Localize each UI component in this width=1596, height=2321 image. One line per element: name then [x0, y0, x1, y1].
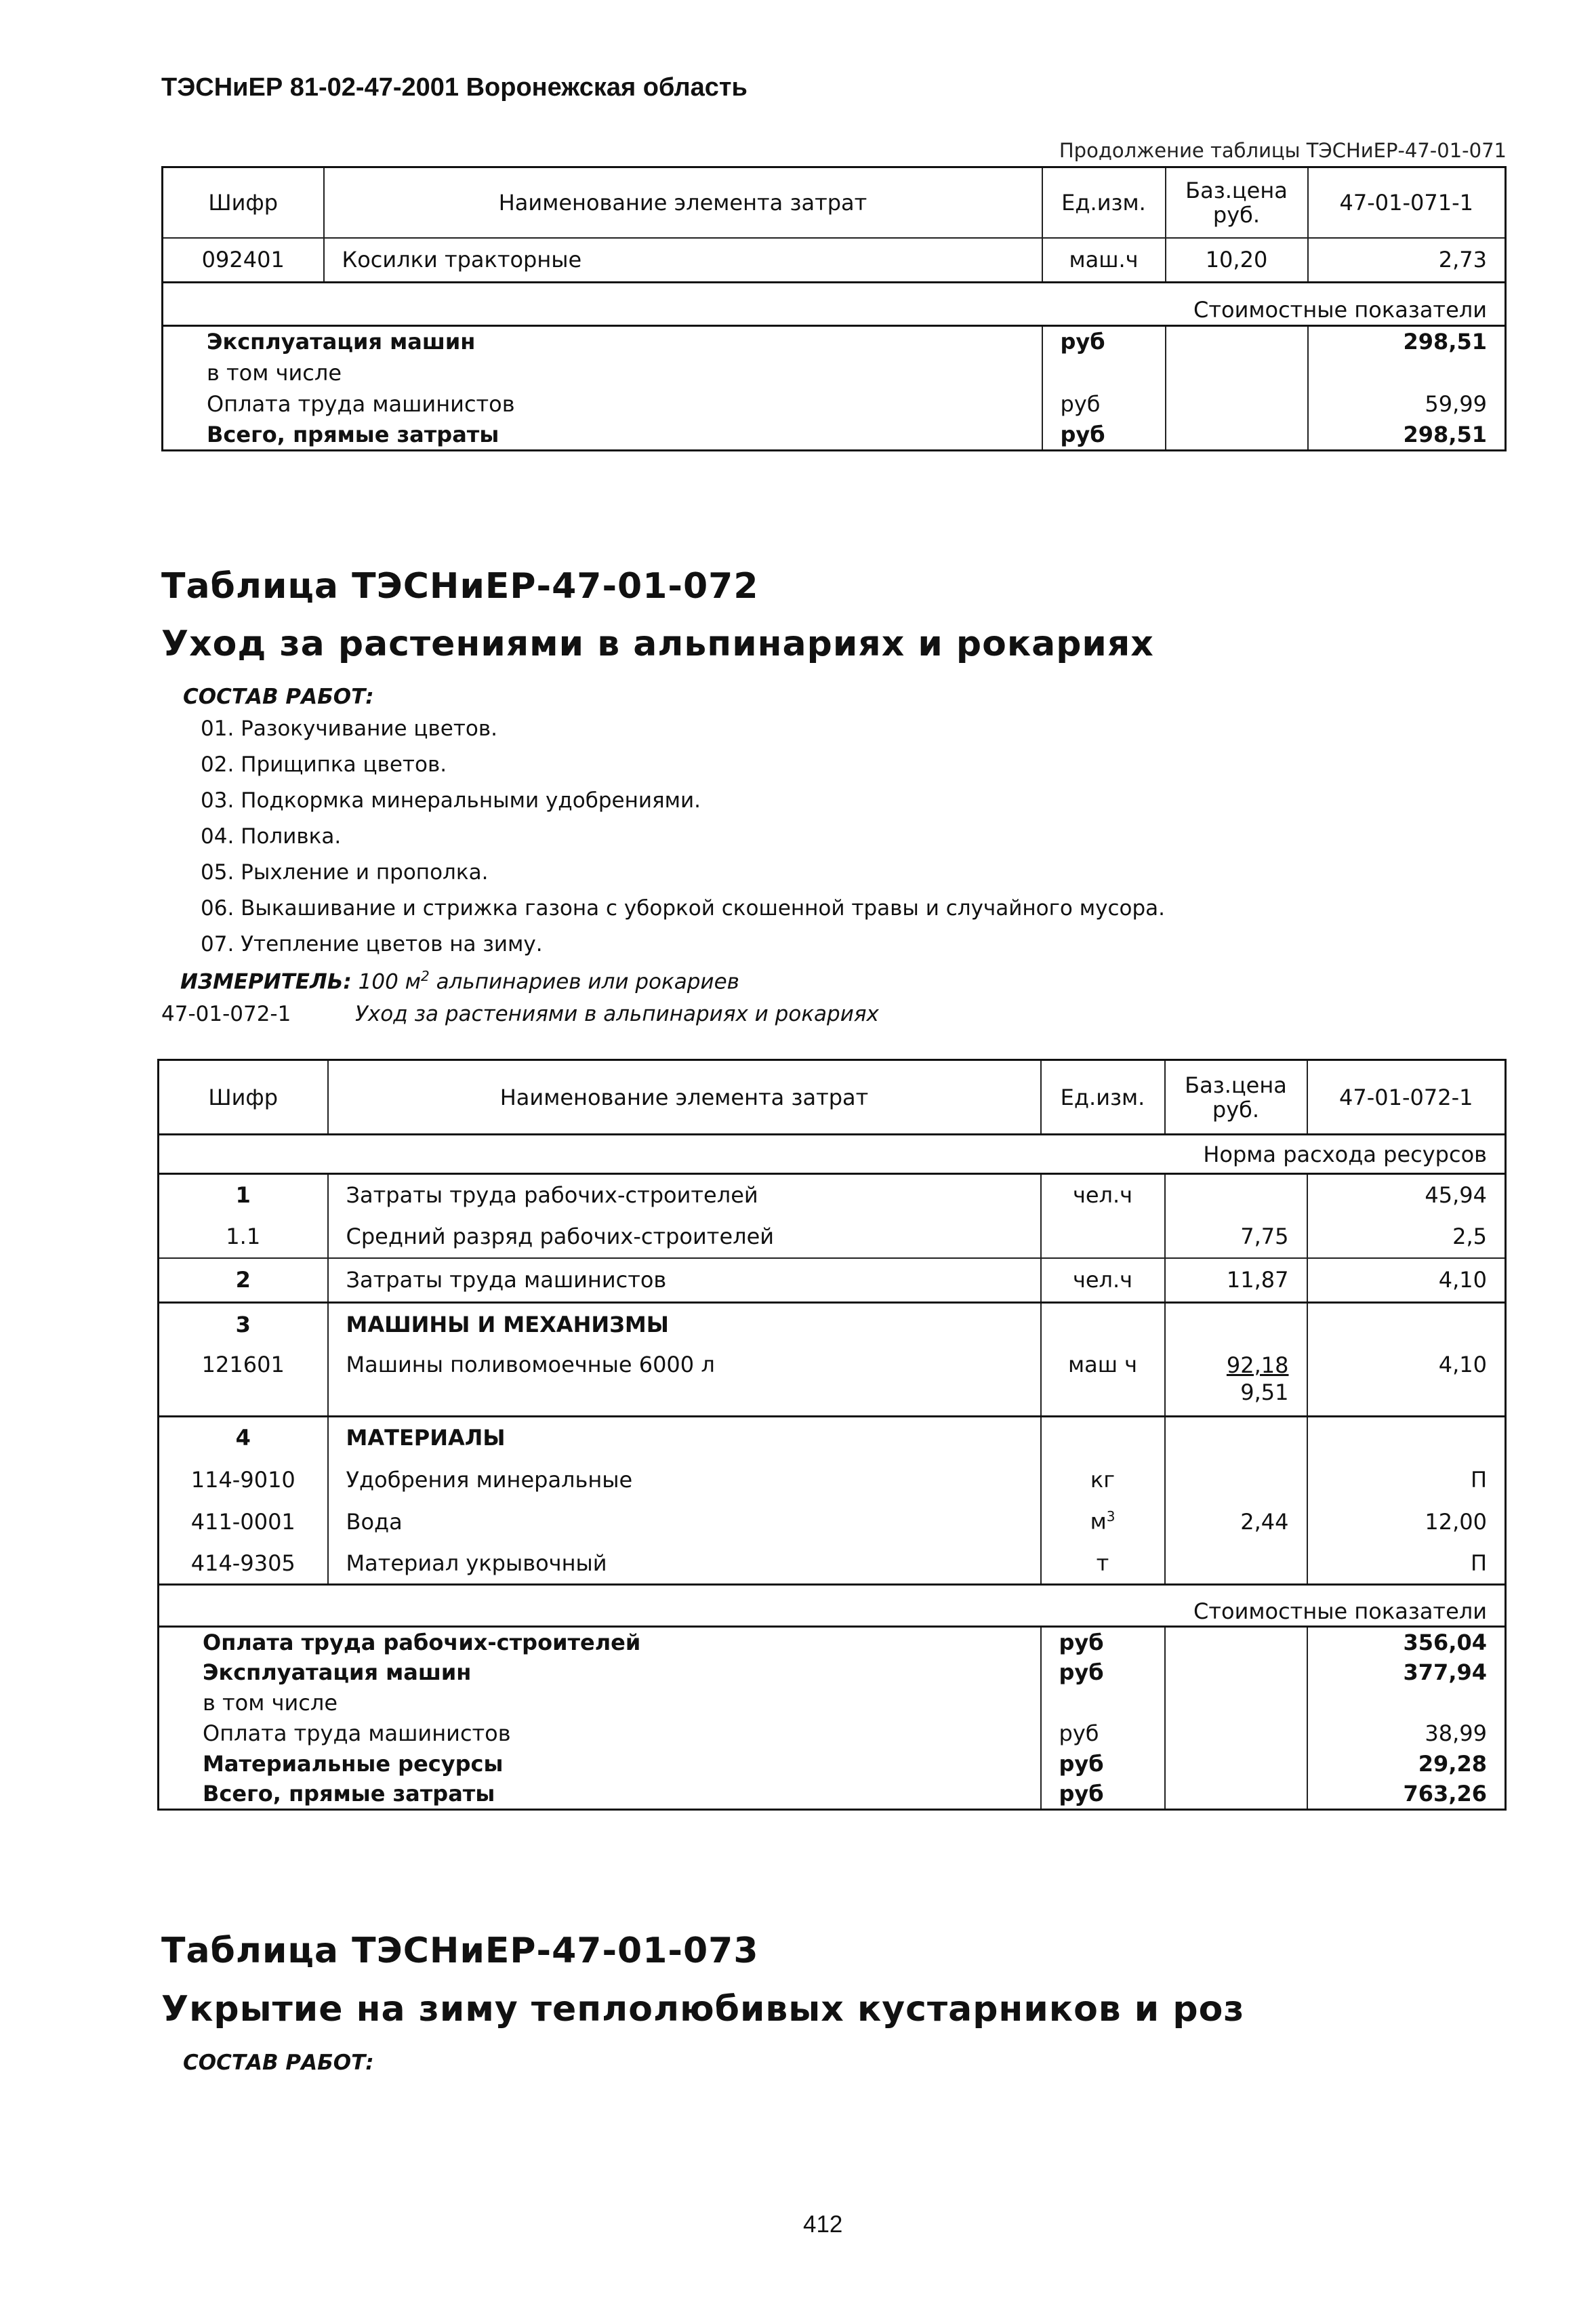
- row-code: 411-0001: [190, 1508, 295, 1535]
- table-spacer-row: [159, 1585, 1506, 1597]
- cost-name: Материальные ресурсы: [203, 1751, 504, 1777]
- cost-value: 59,99: [1308, 388, 1506, 420]
- works-label: СОСТАВ РАБОТ:: [183, 2051, 374, 2075]
- row-name: Вода: [328, 1501, 1041, 1543]
- row-unit: [1041, 1216, 1165, 1258]
- row-code: 1.1: [226, 1224, 261, 1249]
- row-code: 114-9010: [190, 1466, 295, 1493]
- table-header-row: [159, 1060, 1506, 1135]
- section-072-subtitle: Уход за растениями в альпинариях и рокариях: [161, 624, 1154, 664]
- row-code: 1: [235, 1182, 251, 1209]
- cost-row: [159, 1657, 1506, 1688]
- cost-price-empty: [1166, 388, 1308, 420]
- cost-price-empty: [1165, 1657, 1307, 1688]
- row-unit: маш.ч: [1042, 238, 1166, 283]
- cost-row: [159, 1779, 1506, 1810]
- row-code: 414-9305: [190, 1550, 295, 1576]
- cost-row: [159, 1688, 1506, 1718]
- cost-unit: руб: [1042, 326, 1166, 357]
- row-value: 2,73: [1308, 238, 1506, 283]
- col-price-header-line2: руб.: [1212, 201, 1261, 228]
- cost-row: [159, 1627, 1506, 1657]
- table-row: [159, 1346, 1506, 1417]
- cost-row: [159, 1749, 1506, 1779]
- table-continuation-caption: Продолжение таблицы ТЭСНиЕР-47-01-071: [1059, 139, 1507, 162]
- row-unit-empty: [1041, 1417, 1165, 1459]
- row-price: 2,44: [1165, 1501, 1307, 1543]
- cost-header: Стоимостные показатели: [163, 295, 1506, 326]
- row-value: П: [1307, 1543, 1506, 1585]
- row-unit: кг: [1041, 1459, 1165, 1501]
- cost-row: [163, 357, 1506, 388]
- row-name: МАТЕРИАЛЫ: [328, 1417, 1041, 1459]
- row-price-top: 92,18: [1226, 1352, 1289, 1378]
- row-price-empty: [1165, 1303, 1307, 1346]
- col-price-header-line2: руб.: [1212, 1096, 1260, 1123]
- works-item: 01. Разокучивание цветов.: [201, 717, 498, 741]
- table-row: [159, 1174, 1506, 1216]
- cost-price-empty: [1166, 420, 1308, 451]
- running-header: ТЭСНиЕР 81-02-47-2001 Воронежская область: [161, 73, 748, 102]
- row-code: 4: [159, 1417, 328, 1459]
- col-name-header: Наименование элемента затрат: [324, 167, 1042, 238]
- row-unit-empty: [1041, 1303, 1165, 1346]
- cost-price-empty: [1165, 1749, 1307, 1779]
- cost-unit: руб: [1041, 1779, 1165, 1810]
- cost-price-empty: [1165, 1718, 1307, 1749]
- cost-price-empty: [1166, 357, 1308, 388]
- norm-code: 47-01-072-1: [161, 1002, 291, 1026]
- cost-header-row: [163, 295, 1506, 326]
- cost-price-empty: [1165, 1688, 1307, 1718]
- row-unit: чел.ч: [1041, 1258, 1165, 1303]
- row-value: 4,10: [1307, 1346, 1506, 1417]
- col-name-header: Наименование элемента затрат: [328, 1060, 1041, 1135]
- table-072: [157, 1059, 1507, 1811]
- cost-row: [163, 388, 1506, 420]
- section-073-title: Таблица ТЭСНиЕР-47-01-073: [161, 1931, 759, 1971]
- row-name: Материал укрывочный: [328, 1543, 1041, 1585]
- cost-value: 38,99: [1307, 1718, 1506, 1749]
- cost-unit: руб: [1041, 1657, 1165, 1688]
- norm-code-name: Уход за растениями в альпинариях и рокариях: [355, 1002, 879, 1026]
- table-spacer-row: [163, 283, 1506, 295]
- row-unit-sup: 3: [1106, 1508, 1116, 1525]
- cost-name: в том числе: [203, 1690, 337, 1716]
- measure-label: ИЗМЕРИТЕЛЬ:: [180, 969, 352, 994]
- table-row: [159, 1501, 1506, 1543]
- measure-sup: 2: [421, 968, 430, 984]
- col-norm-header: 47-01-071-1: [1308, 167, 1506, 238]
- row-value: 45,94: [1307, 1174, 1506, 1216]
- row-unit: т: [1041, 1543, 1165, 1585]
- cost-price-empty: [1165, 1627, 1307, 1657]
- row-price: [1165, 1543, 1307, 1585]
- cost-header: Стоимостные показатели: [159, 1597, 1506, 1627]
- cost-header-row: [159, 1597, 1506, 1627]
- works-item: 02. Прищипка цветов.: [201, 752, 447, 777]
- col-code-header: Шифр: [208, 189, 279, 216]
- table-header-row: [163, 167, 1506, 238]
- table-row: [159, 1216, 1506, 1258]
- cost-value: 763,26: [1307, 1779, 1506, 1810]
- row-name: Затраты труда рабочих-строителей: [328, 1174, 1041, 1216]
- cost-value: [1308, 357, 1506, 388]
- row-price: [1165, 1346, 1307, 1417]
- row-name: МАШИНЫ И МЕХАНИЗМЫ: [328, 1303, 1041, 1346]
- row-unit: чел.ч: [1041, 1174, 1165, 1216]
- works-label: СОСТАВ РАБОТ:: [183, 685, 374, 709]
- works-item: 05. Рыхление и прополка.: [201, 860, 489, 885]
- cost-name: в том числе: [207, 359, 342, 386]
- col-unit-header: Ед.изм.: [1041, 1060, 1165, 1135]
- cost-row: [163, 420, 1506, 451]
- row-name: Косилки тракторные: [324, 238, 1042, 283]
- norm-header: Норма расхода ресурсов: [159, 1135, 1506, 1174]
- cost-name: Оплата труда рабочих-строителей: [203, 1629, 641, 1655]
- cost-value: 29,28: [1307, 1749, 1506, 1779]
- works-item: 04. Поливка.: [201, 824, 342, 849]
- page-number: 412: [803, 2211, 843, 2238]
- cost-value: [1307, 1688, 1506, 1718]
- cost-price-empty: [1166, 326, 1308, 357]
- table-row-group: [159, 1303, 1506, 1346]
- row-code: 121601: [201, 1351, 285, 1377]
- col-unit-header: Ед.изм.: [1042, 167, 1166, 238]
- cost-value: 356,04: [1307, 1627, 1506, 1657]
- col-price-header-line1: Баз.цена: [1185, 177, 1288, 203]
- section-072-title: Таблица ТЭСНиЕР-47-01-072: [161, 566, 759, 607]
- col-price-header-line1: Баз.цена: [1185, 1072, 1287, 1098]
- cost-name: Оплата труда машинистов: [207, 390, 515, 417]
- cost-unit: руб: [1042, 388, 1166, 420]
- cost-name: Эксплуатация машин: [207, 329, 476, 355]
- row-code: 3: [159, 1303, 328, 1346]
- row-price: 11,87: [1165, 1258, 1307, 1303]
- row-value-empty: [1307, 1417, 1506, 1459]
- row-value-empty: [1307, 1303, 1506, 1346]
- col-price-header: [1166, 167, 1308, 238]
- works-item: 07. Утепление цветов на зиму.: [201, 932, 543, 956]
- row-name: Машины поливомоечные 6000 л: [328, 1346, 1041, 1417]
- cost-unit: руб: [1041, 1749, 1165, 1779]
- measure-line: [180, 968, 739, 994]
- table-row: [163, 238, 1506, 283]
- cost-row: [163, 326, 1506, 357]
- measure-value: 100 м: [358, 969, 422, 994]
- row-price: [1165, 1174, 1307, 1216]
- measure-value-rest: альпинариев или рокариев: [429, 969, 739, 994]
- cost-name: Эксплуатация машин: [203, 1659, 472, 1685]
- row-value: 12,00: [1307, 1501, 1506, 1543]
- row-unit-base: м: [1090, 1508, 1107, 1535]
- row-value: 4,10: [1307, 1258, 1506, 1303]
- row-price: 7,75: [1165, 1216, 1307, 1258]
- row-unit: маш ч: [1041, 1346, 1165, 1417]
- table-row-group: [159, 1417, 1506, 1459]
- cost-value: 377,94: [1307, 1657, 1506, 1688]
- section-073-subtitle: Укрытие на зиму теплолюбивых кустарников и роз: [161, 1989, 1245, 2030]
- cost-name: Всего, прямые затраты: [207, 421, 499, 447]
- cost-value: 298,51: [1308, 420, 1506, 451]
- cost-unit: руб: [1042, 420, 1166, 451]
- works-item: 03. Подкормка минеральными удобрениями.: [201, 788, 701, 813]
- cost-price-empty: [1165, 1779, 1307, 1810]
- cost-unit: [1041, 1688, 1165, 1718]
- cost-name: Оплата труда машинистов: [203, 1720, 511, 1746]
- table-071: [161, 166, 1507, 451]
- row-name: Удобрения минеральные: [328, 1459, 1041, 1501]
- row-code: 2: [159, 1258, 328, 1303]
- row-price: [1165, 1459, 1307, 1501]
- cost-value: 298,51: [1308, 326, 1506, 357]
- col-price-header: [1165, 1060, 1307, 1135]
- row-price-bottom: 9,51: [1240, 1379, 1289, 1405]
- table-row: [159, 1258, 1506, 1303]
- cost-row: [159, 1718, 1506, 1749]
- row-value: П: [1307, 1459, 1506, 1501]
- row-value: 2,5: [1307, 1216, 1506, 1258]
- cost-unit: руб: [1041, 1627, 1165, 1657]
- col-code-header: Шифр: [208, 1084, 279, 1110]
- table-row: [159, 1459, 1506, 1501]
- cost-unit: руб: [1041, 1718, 1165, 1749]
- row-name: Средний разряд рабочих-строителей: [328, 1216, 1041, 1258]
- row-code: 092401: [163, 238, 324, 283]
- row-name: Затраты труда машинистов: [328, 1258, 1041, 1303]
- row-unit: [1041, 1501, 1165, 1543]
- cost-name: Всего, прямые затраты: [203, 1781, 495, 1807]
- cost-unit: [1042, 357, 1166, 388]
- row-price: 10,20: [1166, 238, 1308, 283]
- table-row: [159, 1543, 1506, 1585]
- col-norm-header: 47-01-072-1: [1307, 1060, 1506, 1135]
- norm-header-row: [159, 1135, 1506, 1174]
- row-price-empty: [1165, 1417, 1307, 1459]
- works-item: 06. Выкашивание и стрижка газона с уборкой скошенной травы и случайного мусора.: [201, 896, 1166, 921]
